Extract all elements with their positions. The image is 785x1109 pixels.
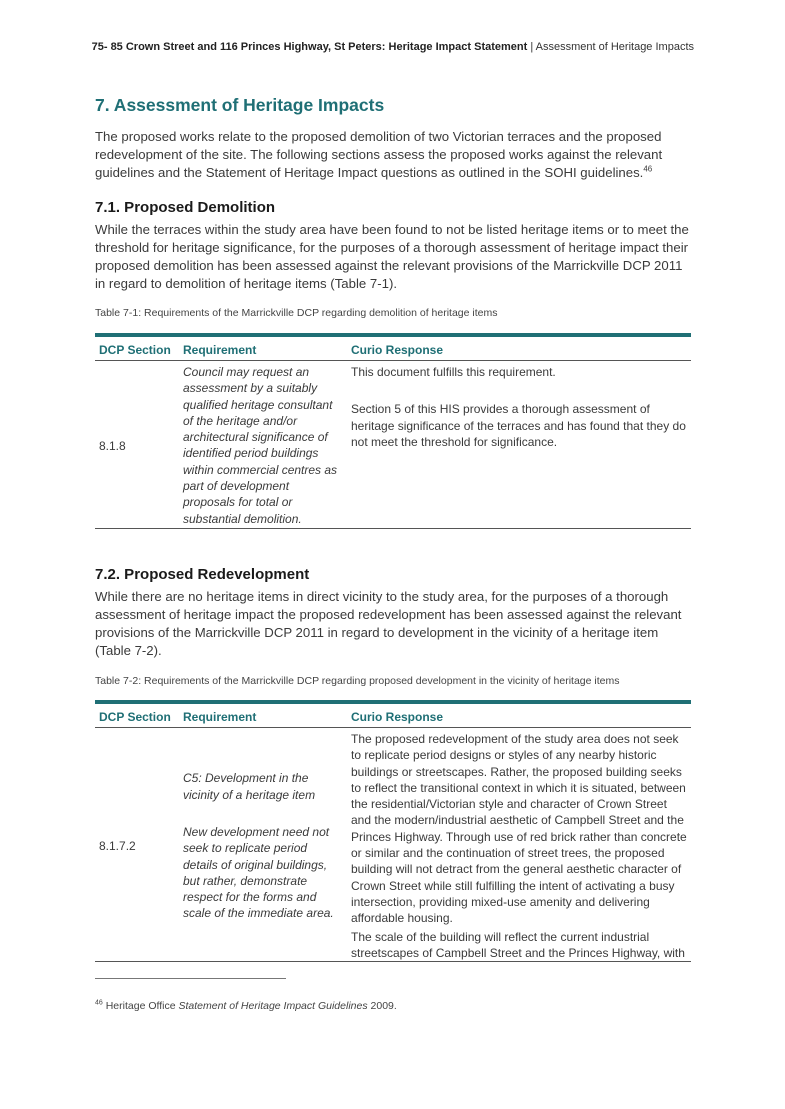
- dcp-section-cell: 8.1.8: [95, 361, 179, 529]
- footnote-title: Statement of Heritage Impact Guidelines: [178, 1000, 368, 1012]
- section-7-1-heading: 7.1. Proposed Demolition: [95, 199, 276, 216]
- footnote-divider: [95, 978, 286, 979]
- table-row: [95, 728, 691, 962]
- requirement-cell: [179, 728, 347, 962]
- response-paragraph: Section 5 of this HIS provides a thorough assessment of heritage significance of the terraces and has found that they do not meet the threshold for significance.: [351, 402, 686, 449]
- response-paragraph: The scale of the building will reflect the current industrial streetscapes of Campbell Street and the Princes Highway, with: [351, 929, 685, 960]
- section-7-intro: The proposed works relate to the proposed demolition of two Victorian terraces and the proposed redevelopment of the site. The following sections assess the proposed works against the relevant guidelines and the Statement of Heritage Impact questions as outlined in the SOHI guidelines.$^{46}$: [95, 129, 663, 180]
- section-7-1-body: While the terraces within the study area have been found to not be listed heritage items or to meet the threshold for heritage significance, for the purposes of a thorough assessment of heritage impact their proposed demolition has been assessed against the relevant provisions of the Marrickville DCP 2011 in regard to demolition of heritage items (Table 7-1).: [95, 222, 689, 291]
- table-header-row: [95, 702, 691, 728]
- response-paragraph: This document fulfills this requirement.: [351, 365, 556, 379]
- table-header-row: [95, 335, 691, 361]
- header-document-title: 75- 85 Crown Street and 116 Princes Highway, St Peters: Heritage Impact Statement: [91, 41, 528, 53]
- requirement-paragraph: New development need not seek to replicate period details of original buildings, but rather, demonstrate respect for the forms and scale of the immediate area.: [183, 824, 334, 921]
- col-requirement: Requirement: [179, 335, 347, 361]
- response-cell: [347, 728, 691, 962]
- col-curio-response: Curio Response: [347, 335, 691, 361]
- table-7-2-caption: Table 7-2: Requirements of the Marrickville DCP regarding proposed development in the vicinity of heritage items: [95, 675, 620, 687]
- running-header: [60, 40, 694, 55]
- table-7-2: [95, 700, 691, 962]
- footnote-46: [95, 1000, 397, 1012]
- section-7-2-body: While there are no heritage items in direct vicinity to the study area, for the purposes of a thorough assessment of heritage impact the proposed redevelopment has been assessed against the relevant provisions of the Marrickville DCP 2011 in regard to development in the vicinity of a heritage item (Table 7-2).: [95, 589, 682, 658]
- response-cell: [347, 361, 691, 529]
- col-requirement: Requirement: [179, 702, 347, 728]
- col-curio-response: Curio Response: [347, 702, 691, 728]
- section-7-heading: 7. Assessment of Heritage Impacts: [95, 95, 385, 115]
- footnote-year: 2009.: [370, 1000, 397, 1012]
- table-7-1: [95, 333, 691, 529]
- header-separator: |: [530, 41, 534, 53]
- col-dcp-section: DCP Section: [95, 335, 179, 361]
- footnote-ref-46[interactable]: 46: [643, 164, 653, 174]
- footnote-prefix: Heritage Office: [105, 1000, 176, 1012]
- requirement-paragraph: C5: Development in the vicinity of a heritage item: [183, 771, 316, 802]
- table-row: [95, 361, 691, 529]
- section-7-2-heading: 7.2. Proposed Redevelopment: [95, 566, 310, 583]
- dcp-section-cell: 8.1.7.2: [95, 728, 179, 962]
- table-7-1-caption: Table 7-1: Requirements of the Marrickville DCP regarding demolition of heritage items: [95, 307, 498, 319]
- response-paragraph: The proposed redevelopment of the study area does not seek to replicate period designs or styles of any nearby historic buildings or streetscapes. Rather, the proposed building seeks to reflect the transitional context in which it is situated, between the residential/Victorian style and character of Crown Street and the modern/industrial aesthetic of Campbell Street and the Princes Highway. Through use of red brick rather than concrete or similar and the continuation of street trees, the proposed building will not detract from the general aesthetic character of Crown Street while still fulfilling the intent of activating a busy intersection, providing mixed-use amenity and delivering affordable housing.: [351, 732, 687, 926]
- header-section-name: Assessment of Heritage Impacts: [535, 41, 694, 53]
- footnote-number: 46: [95, 999, 103, 1007]
- requirement-cell: Council may request an assessment by a suitably qualified heritage consultant of the heritage and/or architectural significance of identified period buildings within commercial centres as part of development proposals for total or substantial demolition.: [179, 361, 347, 529]
- col-dcp-section: DCP Section: [95, 702, 179, 728]
